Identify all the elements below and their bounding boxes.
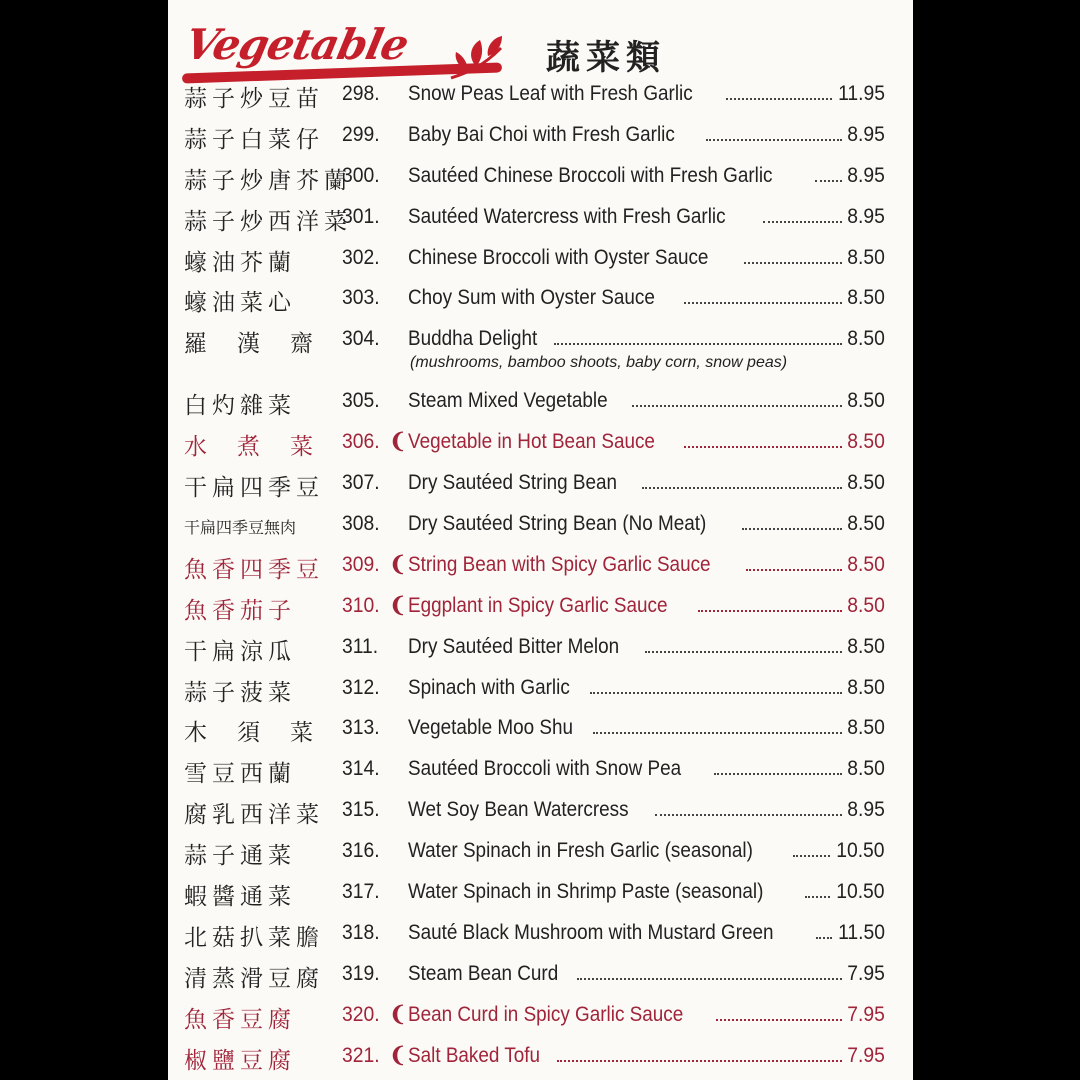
dot-leader [816, 936, 832, 939]
item-name: Bean Curd in Spicy Garlic Sauce [408, 1002, 684, 1026]
item-number: 304. [342, 327, 380, 351]
item-line [408, 594, 885, 618]
item-line [408, 205, 885, 229]
item-number: 319. [342, 961, 380, 985]
item-line [408, 962, 885, 986]
dot-leader [698, 609, 842, 612]
item-chinese-name: 蒜子白菜仔 [184, 126, 324, 153]
item-line [408, 327, 885, 351]
item-line [408, 512, 885, 536]
item-price: 8.95 [847, 163, 885, 187]
dot-leader [684, 445, 842, 448]
item-line [408, 880, 885, 904]
item-number: 299. [342, 122, 380, 146]
item-line [408, 1003, 885, 1027]
item-name: Sautéed Watercress with Fresh Garlic [408, 204, 726, 228]
item-chinese-name: 蒜子菠菜 [184, 679, 296, 706]
item-price: 8.50 [847, 593, 885, 617]
item-chinese-name: 清蒸滑豆腐 [184, 965, 324, 992]
item-price: 8.95 [847, 204, 885, 228]
menu-item [168, 506, 913, 547]
item-name: Eggplant in Spicy Garlic Sauce [408, 593, 668, 617]
dot-leader [706, 138, 842, 141]
dot-leader [716, 1018, 842, 1021]
item-price: 8.95 [847, 798, 885, 822]
menu-item [168, 76, 913, 117]
item-name: Vegetable Moo Shu [408, 716, 573, 740]
item-price: 11.95 [838, 82, 885, 105]
item-chinese-name: 干扁四季豆 [184, 475, 324, 502]
item-line [408, 553, 885, 577]
menu-item [168, 997, 913, 1038]
item-number: 312. [342, 675, 380, 699]
item-price: 8.50 [847, 634, 885, 658]
dot-leader [763, 220, 842, 223]
item-number: 305. [342, 389, 380, 413]
item-price: 7.95 [847, 1002, 885, 1026]
item-line [408, 164, 885, 188]
item-line [408, 839, 885, 863]
item-description: (mushrooms, bamboo shoots, baby corn, snow peas) [410, 354, 788, 372]
item-price: 8.95 [847, 122, 885, 146]
item-line [408, 676, 885, 700]
item-line [408, 246, 885, 270]
menu-list [168, 76, 913, 1078]
dot-leader [746, 568, 842, 571]
item-chinese-name: 羅漢齋 [184, 331, 343, 358]
menu-item [168, 670, 913, 711]
item-name: Buddha Delight [408, 327, 538, 351]
item-price: 8.50 [847, 327, 885, 351]
item-chinese-name: 魚香四季豆 [184, 556, 324, 583]
dot-leader [645, 650, 843, 653]
item-name: Baby Bai Choi with Fresh Garlic [408, 122, 675, 146]
dot-leader [684, 301, 842, 304]
dot-leader [593, 731, 842, 734]
dot-leader [632, 404, 842, 407]
item-chinese-name: 木須菜 [184, 720, 343, 747]
item-name: Sautéed Chinese Broccoli with Fresh Garlic [408, 163, 773, 187]
item-name: Sauté Black Mushroom with Mustard Green [408, 920, 774, 944]
item-number: 320. [342, 1002, 380, 1026]
item-line [408, 430, 885, 454]
item-line [408, 286, 885, 310]
item-number: 303. [342, 286, 380, 310]
item-number: 301. [342, 204, 380, 228]
menu-item [168, 956, 913, 997]
item-price: 7.95 [847, 1043, 885, 1067]
item-price: 8.50 [847, 430, 885, 454]
item-name: Sautéed Broccoli with Snow Pea [408, 757, 682, 781]
dot-leader [815, 179, 842, 182]
section-title-chinese: 蔬菜類 [546, 38, 666, 78]
item-chinese-name: 蠔油芥蘭 [184, 249, 296, 276]
dot-leader [793, 854, 830, 857]
item-chinese-name: 雪豆西蘭 [184, 761, 296, 788]
item-price: 8.50 [847, 286, 885, 310]
item-price: 10.50 [836, 839, 885, 863]
item-chinese-name: 蒜子通菜 [184, 843, 296, 870]
menu-item [168, 1038, 913, 1079]
item-name: Spinach with Garlic [408, 675, 570, 699]
item-name: Salt Baked Tofu [408, 1043, 541, 1067]
dot-leader [805, 895, 831, 898]
item-name: Dry Sautéed Bitter Melon [408, 634, 620, 658]
item-number: 298. [342, 82, 380, 105]
item-number: 317. [342, 880, 380, 904]
item-price: 8.50 [847, 512, 885, 536]
dot-leader [726, 97, 832, 100]
item-price: 8.50 [847, 245, 885, 269]
item-chinese-name: 魚香豆腐 [184, 1006, 296, 1033]
dot-leader [577, 977, 842, 980]
menu-item [168, 158, 913, 199]
item-number: 310. [342, 593, 380, 617]
menu-item [168, 915, 913, 956]
item-price: 8.50 [847, 757, 885, 781]
item-number: 308. [342, 512, 380, 536]
item-name: Water Spinach in Shrimp Paste (seasonal) [408, 880, 764, 904]
item-line [408, 798, 885, 822]
menu-item [168, 199, 913, 240]
item-number: 307. [342, 471, 380, 495]
item-chinese-name: 腐乳西洋菜 [184, 802, 324, 829]
menu-item [168, 874, 913, 915]
item-line [408, 471, 885, 495]
item-line [408, 123, 885, 147]
menu-item [168, 280, 913, 321]
item-number: 316. [342, 839, 380, 863]
item-number: 302. [342, 245, 380, 269]
item-chinese-name: 北菇扒菜膽 [184, 924, 324, 951]
item-name: Chinese Broccoli with Oyster Sauce [408, 245, 709, 269]
item-name: Dry Sautéed String Bean (No Meat) [408, 512, 707, 536]
item-price: 10.50 [836, 880, 885, 904]
item-line [408, 389, 885, 413]
menu-item [168, 240, 913, 281]
item-chinese-name: 蠔油菜心 [184, 290, 296, 317]
hot-pepper-icon: ❨ [389, 1043, 407, 1067]
dot-leader [714, 772, 843, 775]
item-line [408, 716, 885, 740]
dot-leader [642, 486, 842, 489]
menu-item [168, 710, 913, 751]
hot-pepper-icon: ❨ [389, 1002, 407, 1026]
menu-item [168, 792, 913, 833]
item-chinese-name: 椒鹽豆腐 [184, 1047, 296, 1074]
menu-item [168, 751, 913, 792]
item-price: 8.50 [847, 389, 885, 413]
menu-item [168, 383, 913, 424]
item-price: 8.50 [847, 675, 885, 699]
item-price: 7.95 [847, 961, 885, 985]
item-chinese-name: 蒜子炒豆苗 [184, 86, 324, 112]
item-line [408, 635, 885, 659]
item-chinese-name: 白灼雜菜 [184, 393, 296, 420]
item-number: 321. [342, 1043, 380, 1067]
dot-leader [655, 813, 842, 816]
item-line [408, 757, 885, 781]
item-chinese-name: 蒜子炒西洋菜 [184, 208, 352, 235]
item-line [408, 1044, 885, 1068]
hot-pepper-icon: ❨ [389, 552, 407, 576]
menu-item [168, 833, 913, 874]
item-price: 8.50 [847, 716, 885, 740]
item-chinese-name: 蒜子炒唐芥蘭 [184, 167, 352, 194]
hot-pepper-icon: ❨ [389, 430, 407, 454]
menu-item [168, 629, 913, 670]
item-price: 8.50 [847, 471, 885, 495]
item-chinese-name: 蝦醬通菜 [184, 884, 296, 911]
item-line [408, 82, 885, 106]
item-name: Wet Soy Bean Watercress [408, 798, 629, 822]
item-name: Steam Bean Curd [408, 961, 559, 985]
item-name: String Bean with Spicy Garlic Sauce [408, 552, 711, 576]
menu-item [168, 547, 913, 588]
item-number: 311. [342, 634, 379, 658]
item-number: 309. [342, 552, 380, 576]
dot-leader [557, 1059, 842, 1062]
item-chinese-name: 水煮菜 [184, 434, 343, 461]
menu-item [168, 424, 913, 465]
section-title-english: Vegetable [180, 20, 413, 69]
item-number: 315. [342, 798, 380, 822]
item-name: Vegetable in Hot Bean Sauce [408, 430, 655, 454]
hot-pepper-icon: ❨ [389, 593, 407, 617]
dot-leader [554, 342, 843, 345]
item-line [408, 921, 885, 945]
item-number: 314. [342, 757, 380, 781]
item-chinese-name: 干扁四季豆無肉 [184, 518, 297, 538]
item-number: 300. [342, 163, 380, 187]
item-name: Snow Peas Leaf with Fresh Garlic [408, 82, 693, 105]
item-name: Choy Sum with Oyster Sauce [408, 286, 655, 310]
dot-leader [590, 691, 842, 694]
item-price: 11.50 [838, 920, 885, 944]
item-number: 313. [342, 716, 380, 740]
item-number: 306. [342, 430, 380, 454]
item-name: Steam Mixed Vegetable [408, 389, 608, 413]
item-price: 8.50 [847, 552, 885, 576]
menu-item [168, 117, 913, 158]
menu-item [168, 321, 913, 383]
menu-item [168, 588, 913, 629]
menu-item [168, 465, 913, 506]
item-number: 318. [342, 920, 380, 944]
dot-leader [744, 261, 842, 264]
item-name: Dry Sautéed String Bean [408, 471, 618, 495]
item-chinese-name: 魚香茄子 [184, 597, 296, 624]
item-chinese-name: 干扁涼瓜 [184, 638, 296, 665]
menu-page [168, 0, 913, 1080]
dot-leader [742, 527, 843, 530]
item-name: Water Spinach in Fresh Garlic (seasonal) [408, 839, 753, 863]
